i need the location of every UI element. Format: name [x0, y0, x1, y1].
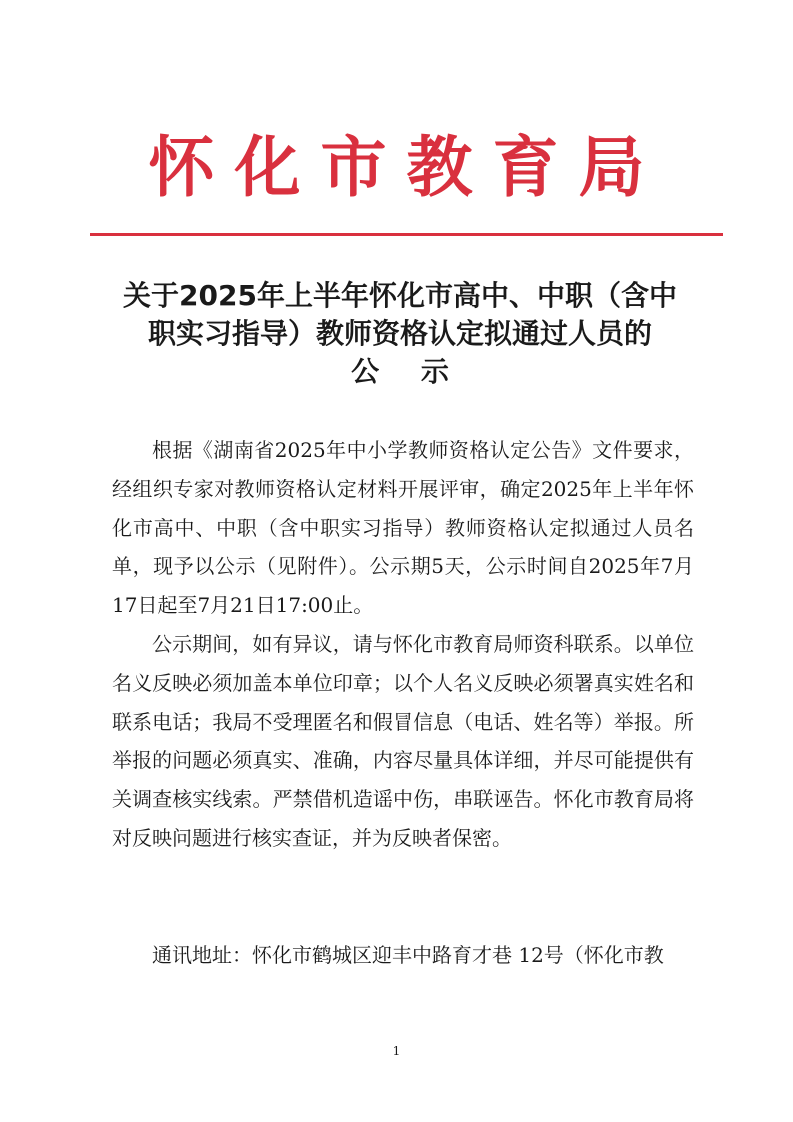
title-line-1: 关于2025年上半年怀化市高中、中职（含中	[123, 279, 677, 312]
document-title	[100, 277, 700, 391]
page-number: 1	[392, 1044, 401, 1058]
letterhead-org-name: 怀化市教育局	[148, 129, 665, 206]
contact-address: 通讯地址：怀化市鹤城区迎丰中路育才巷 12号（怀化市教	[152, 943, 664, 967]
body-paragraph-2: 公示期间，如有异议，请与怀化市教育局师资科联系。以单位名义反映必须加盖本单位印章；以个人名义反映必须署真实姓名和联系电话；我局不受理匿名和假冒信息（电话、姓名等）举报。所举报的问题必须真实、准确，内容尽量具体详细，并尽可能提供有关调查核实线索。严禁借机造谣中伤，串联诬告。怀化市教育局将对反映问题进行核实查证，并为反映者保密。	[112, 631, 694, 850]
body-paragraph-1: 根据《湖南省2025年中小学教师资格认定公告》文件要求，经组织专家对教师资格认定材料开展评审，确定2025年上半年怀化市高中、中职（含中职实习指导）教师资格认定拟通过人员名单，现予以公示（见附件）。公示期5天，公示时间自2025年7月17日起至7月21日17:00止。	[112, 438, 694, 618]
letterhead-red-rule	[90, 233, 723, 236]
document-body	[112, 431, 694, 858]
title-line-2: 职实习指导）教师资格认定拟通过人员的	[147, 317, 652, 350]
title-line-3: 公 示	[351, 355, 465, 388]
